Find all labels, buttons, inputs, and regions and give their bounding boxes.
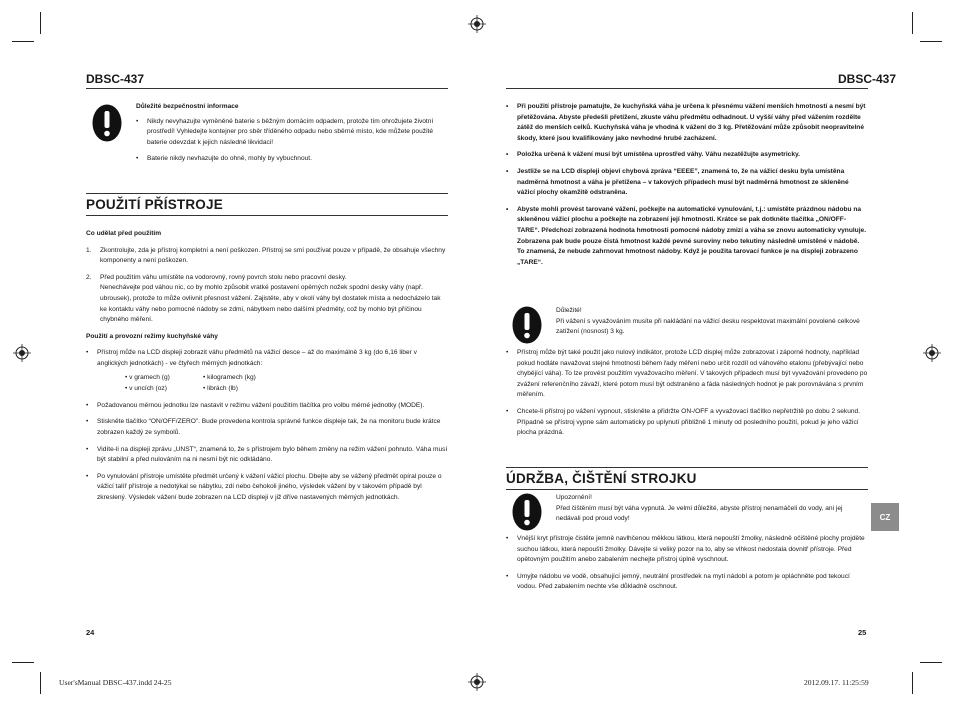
crop-mark [920, 662, 942, 663]
crop-mark [920, 41, 942, 42]
exclamation-icon [512, 306, 542, 344]
list-item: • Přístroj může být také použit jako nulový indikátor, protože LCD displej může zobrazovat i záporné hodnoty, například pokud hodláte navažovat stejné hmotnosti během řady měření nebo určit rozdíl od váhového etalonu (přebývající nebo chybějící váha). To lze provést použitím vyvažovacího měření. V takových případech musí být vyvažování provedeno po zvážení referenčního závaží, které potom musí být odstraněno a fáda následných hodnot je pak porovnávána s prvním měřením. [506, 348, 868, 401]
note-text: Při vážení s vyvažováním musíte při nakládání na vážicí desku respektovat maximální povolené celkové zatížení (nosnost) 3 kg. [556, 317, 860, 336]
list-item: • Položka určená k vážení musí být umístěna uprostřed váhy. Váhu nezatěžujte asymetricky. [506, 150, 868, 161]
model-name-left: DBSC-437 [86, 72, 145, 86]
list-item: • Baterie nikdy nevhazujte do ohně, mohly by vybuchnout. [136, 154, 442, 165]
crop-mark [912, 12, 913, 34]
crop-mark [40, 672, 41, 694]
section-rule-top [506, 467, 868, 468]
unit-item: • v uncích (oz) [125, 384, 203, 395]
unit-item: • kilogramech (kg) [203, 373, 283, 384]
model-name-right: DBSC-437 [838, 72, 897, 86]
section-rule-bottom [86, 215, 448, 216]
crop-mark [12, 662, 34, 663]
section-rule-bottom [506, 489, 868, 490]
list-item: • Požadovanou měrnou jednotku lze nastavit v režimu vážení použitím tlačítka pro volbu měrné jednotky (MODE). [86, 401, 448, 412]
list-item: • Při použití přístroje pamatujte, že kuchyňská váha je určena k přesnému vážení menších hmotností a nesmí být přetěžována. Abyste předešli přetížení, zkuste váhu předmětu odhadnout. U vyšší váhy před vážením rozdělte zátěž do menších celků. Kuchyňská váha je vhodná k vážení do 3 kg. Přetěžování může způsobit neopravitelné škody, které jsou kvalifikovány jako nevhodné hrubé zacházení. [506, 102, 868, 144]
list-item: • Přístroj může na LCD displeji zobrazit váhu předmětů na vážicí desce – až do maximálně 3 kg (do 6,16 liber v anglických jednotkách) - ve čtyřech měrných jednotkách: • v gramech (g) • kilogramech (kg) • v uncích (oz) • librách (lb) [86, 348, 448, 394]
unit-item: • v gramech (g) [125, 373, 203, 384]
registration-mark-icon [13, 344, 31, 362]
right-bold-list [506, 102, 868, 274]
registration-mark-icon [923, 344, 941, 362]
note-text: Před čištěním musí být váha vypnutá. Je velmi důležité, abyste přístroj nenamáčeli do vody, ani jej nedávali pod proud vody! [556, 504, 843, 523]
header-rule-right [506, 88, 868, 89]
note-title: Důležité! [556, 307, 582, 314]
list-item: • Nikdy nevyhazujte vyměněné baterie s běžným domácím odpadem, protože tím ohrožujete životní prostředí! Vyhledejte kontejner pro sběr tříděného odpadu nebo sběrné místo, kde můžete použité baterie odevzdat k jejich následné likvidaci! [136, 117, 442, 149]
list-item: • Po vynulování přístroje umístěte předmět určený k vážení vážicí plochu. Dbejte aby se vážený předmět opíral pouze o vážicí talíř přístroje a nedotýkal se nábytku, zdí nebo čehokoli jiného, výsledek vážení by v takovém případě byl zkreslený. Výsledek vážení bude zobrazen na LCD displeji v již dříve nastavených měrných jednotkách. [86, 472, 448, 504]
right-list-3 [506, 534, 868, 599]
use-instructions [86, 229, 448, 509]
list-item: • Chcete-li přístroj po vážení vypnout, stiskněte a přidržte ON-/OFF a vyvažovací tlačítko nepřetržitě po dobu 2 sekund. Případně se přístroj vypne sám automaticky po uplynutí přibližně 1 minuty od posledního použití, pokud je jeho vážicí plocha prázdná. [506, 407, 868, 439]
safety-block [136, 102, 442, 171]
page-number-right: 25 [858, 628, 867, 637]
exclamation-icon [512, 493, 542, 531]
note-important [556, 306, 862, 338]
modes-title: Použití a provozní režimy kuchyňské váhy [86, 332, 218, 340]
crop-mark [40, 12, 41, 34]
unit-item: • librách (lb) [203, 384, 283, 395]
safety-title: Důležité bezpečnostní informace [136, 103, 239, 110]
page-number-left: 24 [86, 628, 95, 637]
section-title-maintenance: ÚDRŽBA, ČIŠTĚNÍ STROJKU [506, 471, 697, 486]
registration-mark-icon [468, 673, 486, 691]
list-item: • Stiskněte tlačítko “ON/OFF/ZERO”. Bude provedena kontrola správné funkce displeje tak, že na monitoru bude krátce zobrazen každý ze symbolů. [86, 417, 448, 438]
section-rule-top [86, 193, 448, 194]
language-tab: CZ [871, 503, 899, 531]
footer-filename: User'sManual DBSC-437.indd 24-25 [59, 678, 172, 687]
list-item: • Jestliže se na LCD displeji objeví chybová zpráva “EEEE”, znamená to, že na vážicí desku byla umístěna nadměrná hmotnost a váha je přetížena – v takových případech musí být nadměrná hmotnost ze skleněné vážicí plochy okamžitě odstraněna. [506, 167, 868, 199]
registration-mark-icon [468, 15, 486, 33]
list-item: • Umyjte nádobu ve vodě, obsahující jemný, neutrální prostředek na mytí nádobí a potom je opláchněte pod tekoucí vodou. Před zabalením nechte vše důkladně oschnout. [506, 572, 868, 593]
list-item: • Vnější kryt přístroje čistěte jemně navlhčenou měkkou látkou, která nepouští žmolky, následně očištěné plochy projděte suchou látkou, která nepouští žmolky. Dávejte si veliký pozor na to, aby se vlhkost nedostala dovnitř přístroje. Před opětovným použitím anebo zabalením nechejte přístroj úplně vyschnout. [506, 534, 868, 566]
header-rule-left [86, 88, 448, 89]
right-list-2 [506, 348, 868, 445]
footer-timestamp: 2012.09.17. 11:25:59 [804, 678, 869, 687]
section-title-use: POUŽITÍ PŘÍSTROJE [86, 197, 223, 212]
crop-mark [12, 41, 34, 42]
before-use-title: Co udělat před použitím [86, 230, 162, 237]
units-grid [125, 373, 448, 395]
list-item: 1. Zkontrolujte, zda je přístroj kompletní a není poškozen. Přístroj se smí používat pouze v případě, že obsahuje všechny komponenty a není poškozen. [86, 246, 446, 265]
list-item: 2. Před použitím váhu umístěte na vodorovný, rovný povrch stolu nebo pracovní desky. Nenechávejte pod váhou nic, co by mohlo způsobit vratké postavení opěrných nožek spodní desky váhy (např. ubrousek), protože to může ovlivnit přesnost vážení. Zajistěte, aby v okolí váhy byl dostatek místa a nedocházelo tak ke kontaktu váhy nebo pomocné nádoby se zdmi, nábytkem nebo dalšími předměty, což by mohlo být příčinou chybného měření. [86, 273, 441, 324]
note-warning [556, 493, 856, 525]
exclamation-icon [92, 104, 122, 142]
list-item: • Abyste mohli provést tarované vážení, počkejte na automatické vynulování, t.j.: umístěte prázdnou nádobu na skleněnou vážicí plochu a počkejte na zobrazení její hmotnosti. Krátce se pak dotkněte tlačítka „ON/OFF-TARE“. Předchozí zobrazená hodnota hmotnosti pomocné nádoby zmizí a váha se znovu automaticky vynuluje. Zobrazena pak bude pouze čistá hmotnost každé pevné suroviny nebo tekutiny následně umístěné v nádobě. To znamená, že nebude zahrnovat hmotnost nádoby. Když je použita tarovací funkce je na displeji zobrazeno „TARE“. [506, 205, 868, 269]
note-title: Upozornění! [556, 494, 592, 501]
crop-mark [912, 672, 913, 694]
list-item: • Vidíte-li na displeji zprávu „UNST“, znamená to, že s přístrojem bylo během změny na režim vážení pohnuto. Váha musí být stabilní a před nulováním na ni nesmí být nic odkládáno. [86, 445, 448, 466]
